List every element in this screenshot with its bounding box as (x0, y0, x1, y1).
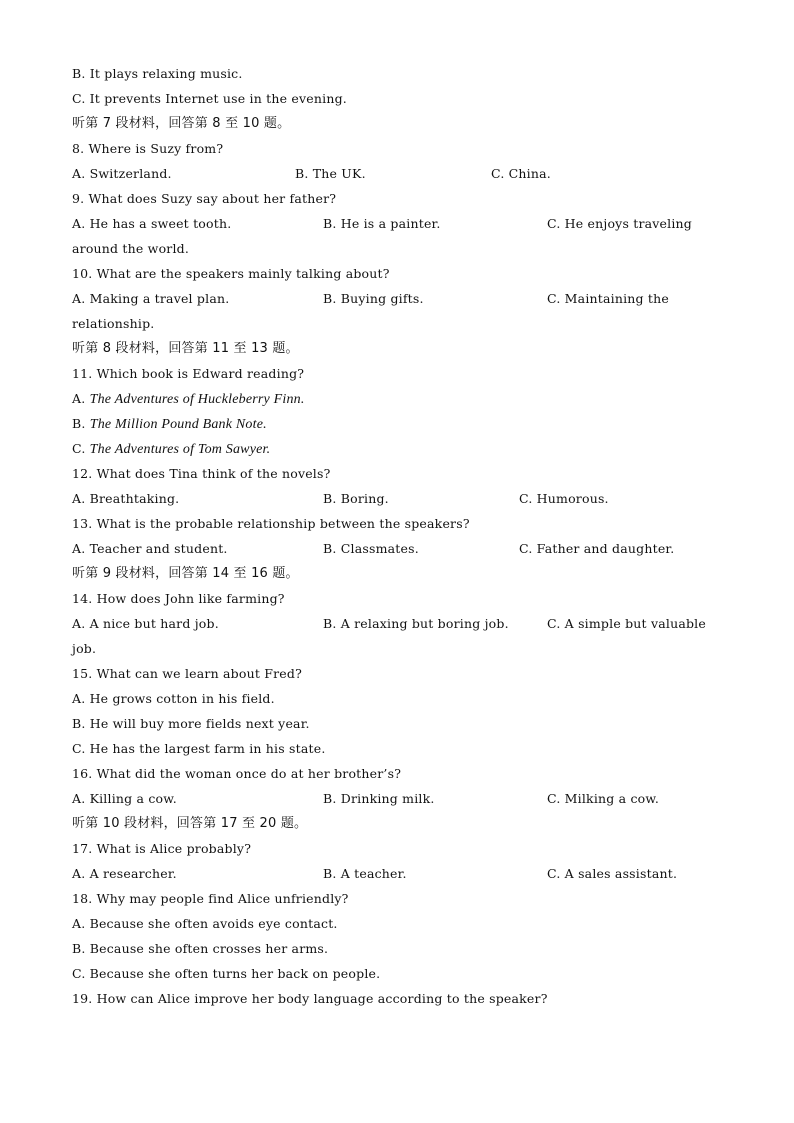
options-row-9 (72, 211, 732, 236)
question-8: 8. Where is Suzy from? (72, 141, 224, 156)
option-b: B. He is a painter. (323, 216, 441, 231)
question-14: 14. How does John like farming? (72, 591, 285, 606)
question-17: 17. What is Alice probably? (72, 841, 252, 856)
option-a: A. He grows cotton in his field. (72, 691, 275, 706)
option-line: C. It prevents Internet use in the evening. (72, 91, 347, 106)
section-heading-8: 听第 8 段材料，回答第 11 至 13 题。 (72, 341, 299, 356)
option-b: B. Because she often crosses her arms. (72, 941, 329, 956)
option-a: A. Switzerland. (72, 166, 172, 181)
option-b: B. He will buy more fields next year. (72, 716, 310, 731)
option-c-continuation: around the world. (72, 241, 190, 256)
option-a: A. Killing a cow. (72, 791, 177, 806)
question-19: 19. How can Alice improve her body language according to the speaker? (72, 991, 548, 1006)
option-c: C. He enjoys traveling (547, 216, 692, 231)
book-title: The Adventures of Huckleberry Finn. (89, 392, 305, 407)
option-a: A. He has a sweet tooth. (72, 216, 232, 231)
option-b (72, 411, 732, 436)
option-a (72, 386, 732, 411)
option-a: A. Breathtaking. (72, 491, 180, 506)
book-title: The Million Pound Bank Note. (89, 417, 267, 432)
question-12: 12. What does Tina think of the novels? (72, 466, 331, 481)
option-c: C. A sales assistant. (547, 866, 678, 881)
option-c: C. Maintaining the (547, 291, 669, 306)
question-9: 9. What does Suzy say about her father? (72, 191, 337, 206)
option-c: C. Because she often turns her back on people. (72, 966, 381, 981)
option-b: B. A teacher. (323, 866, 407, 881)
option-c-continuation: job. (72, 641, 97, 656)
options-row-8 (72, 161, 732, 186)
options-row-14 (72, 611, 732, 636)
section-heading-10: 听第 10 段材料，回答第 17 至 20 题。 (72, 816, 308, 831)
question-10: 10. What are the speakers mainly talking about? (72, 266, 390, 281)
option-c: C. A simple but valuable (547, 616, 706, 631)
options-row-17 (72, 861, 732, 886)
options-row-10 (72, 286, 732, 311)
option-a: A. Teacher and student. (72, 541, 228, 556)
option-letter: B. (72, 416, 90, 431)
option-a: A. A nice but hard job. (72, 616, 219, 631)
option-b: B. Boring. (323, 491, 389, 506)
option-c: C. He has the largest farm in his state. (72, 741, 326, 756)
question-18: 18. Why may people find Alice unfriendly? (72, 891, 349, 906)
option-c (72, 436, 732, 461)
option-b: B. A relaxing but boring job. (323, 616, 509, 631)
question-13: 13. What is the probable relationship between the speakers? (72, 516, 470, 531)
option-c: C. Father and daughter. (519, 541, 675, 556)
options-row-13 (72, 536, 732, 561)
option-a: A. Because she often avoids eye contact. (72, 916, 338, 931)
option-a: A. Making a travel plan. (72, 291, 230, 306)
option-c-continuation: relationship. (72, 316, 155, 331)
exam-page (72, 61, 732, 1011)
options-row-16 (72, 786, 732, 811)
options-row-12 (72, 486, 732, 511)
question-15: 15. What can we learn about Fred? (72, 666, 302, 681)
question-16: 16. What did the woman once do at her brother’s? (72, 766, 402, 781)
option-b: B. Drinking milk. (323, 791, 435, 806)
option-a: A. A researcher. (72, 866, 177, 881)
option-line: B. It plays relaxing music. (72, 66, 243, 81)
question-11: 11. Which book is Edward reading? (72, 366, 305, 381)
section-heading-9: 听第 9 段材料，回答第 14 至 16 题。 (72, 566, 299, 581)
book-title: The Adventures of Tom Sawyer. (89, 442, 271, 457)
option-b: B. Classmates. (323, 541, 419, 556)
option-b: B. Buying gifts. (323, 291, 424, 306)
section-heading-7: 听第 7 段材料，回答第 8 至 10 题。 (72, 116, 291, 131)
option-c: C. Milking a cow. (547, 791, 659, 806)
option-letter: C. (72, 441, 90, 456)
option-b: B. The UK. (295, 166, 366, 181)
option-c: C. China. (491, 166, 551, 181)
option-letter: A. (72, 391, 90, 406)
option-c: C. Humorous. (519, 491, 609, 506)
